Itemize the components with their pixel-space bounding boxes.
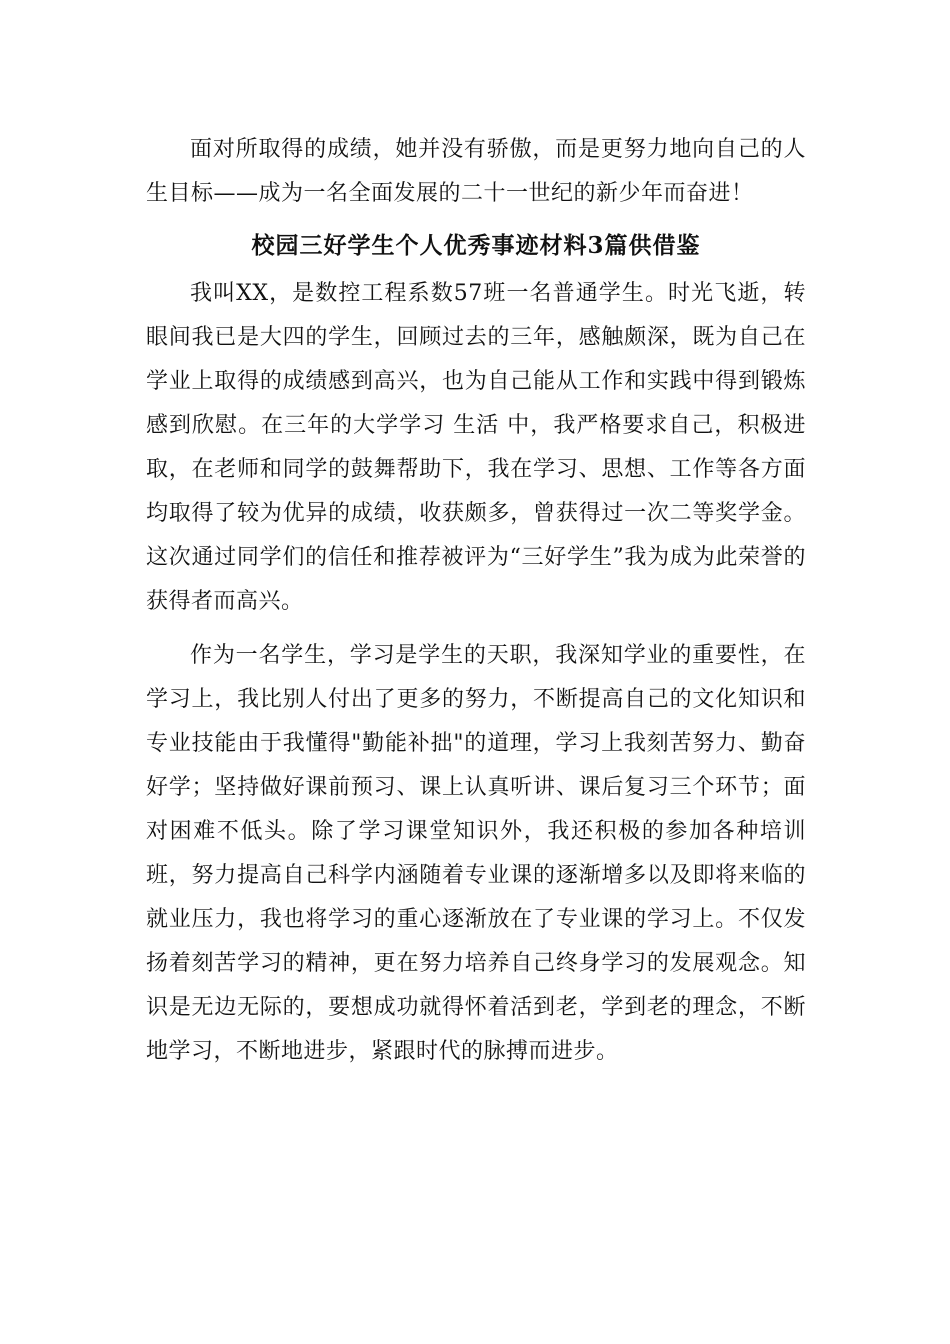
document-body bbox=[146, 128, 806, 1074]
document-title: 校园三好学生个人优秀事迹材料3篇供借鉴 bbox=[251, 232, 701, 259]
paragraph-gap bbox=[146, 624, 806, 634]
body-paragraph-1: 我叫XX，是数控工程系数57班一名普通学生。时光飞逝，转眼间我已是大四的学生，回顾过去的三年，感触颇深，既为自己在学业上取得的成绩感到高兴，也为自己能从工作和实践中得到锻炼感到欣慰。在三年的大学学习 生活 中，我严格要求自己，积极进取，在老师和同学的鼓舞帮助下，我在学习、思想、工作等各方面均取得了较为优异的成绩，收获颇多，曾获得过一次二等奖学金。这次通过同学们的信任和推荐被评为“三好学生”我为成为此荣誉的获得者而高兴。 bbox=[146, 281, 806, 614]
intro-paragraph: 面对所取得的成绩，她并没有骄傲，而是更努力地向自己的人生目标——成为一名全面发展的二十一世纪的新少年而奋进！ bbox=[146, 137, 806, 206]
body-paragraph-2: 作为一名学生，学习是学生的天职，我深知学业的重要性，在学习上，我比别人付出了更多的努力，不断提高自己的文化知识和专业技能由于我懂得"勤能补拙"的道理，学习上我刻苦努力、勤奋好学；坚持做好课前预习、课上认真听讲、课后复习三个环节；面对困难不低头。除了学习课堂知识外，我还积极的参加各种培训班，努力提高自己科学内涵随着专业课的逐渐增多以及即将来临的就业压力，我也将学习的重心逐渐放在了专业课的学习上。不仅发扬着刻苦学习的精神，更在努力培养自己终身学习的发展观念。知识是无边无际的，要想成功就得怀着活到老，学到老的理念，不断地学习，不断地进步，紧跟时代的脉搏而进步。 bbox=[146, 643, 806, 1064]
